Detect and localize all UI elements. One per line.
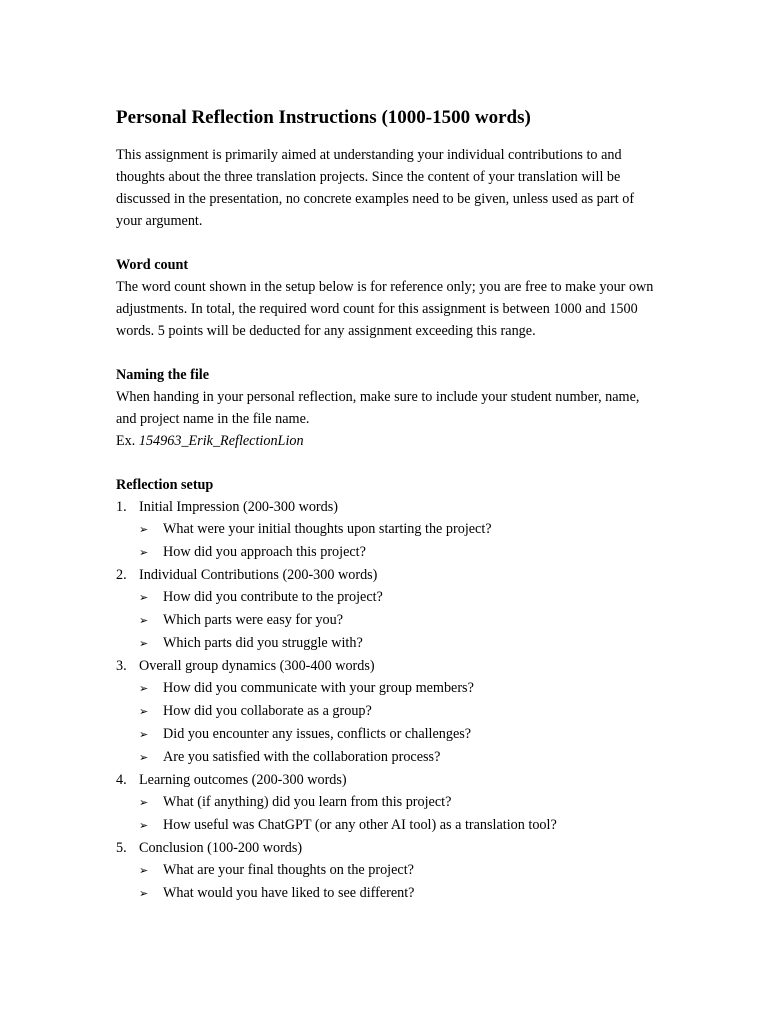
setup-item-label: Overall group dynamics (300-400 words) bbox=[139, 658, 375, 674]
setup-item-number: 1. bbox=[116, 499, 127, 515]
question-text: Which parts did you struggle with? bbox=[163, 635, 363, 651]
question-item bbox=[139, 632, 656, 655]
intro-paragraph: This assignment is primarily aimed at understanding your individual contributions to and thoughts about the three translation projects. Since the content of your translation will be discussed in the presentation, no concrete examples need to be given, unless used as part of your argument. bbox=[116, 147, 635, 229]
question-text: How did you approach this project? bbox=[163, 544, 366, 560]
arrow-bullet-icon: ➢ bbox=[139, 682, 149, 695]
question-text: What would you have liked to see different? bbox=[163, 885, 415, 901]
question-item bbox=[139, 677, 656, 700]
arrow-bullet-icon: ➢ bbox=[139, 614, 149, 627]
question-list bbox=[116, 859, 656, 905]
question-item bbox=[139, 586, 656, 609]
setup-item-label: Initial Impression (200-300 words) bbox=[139, 499, 338, 515]
question-text: What (if anything) did you learn from this project? bbox=[163, 794, 452, 810]
setup-item-number: 3. bbox=[116, 658, 127, 674]
question-item bbox=[139, 723, 656, 746]
arrow-bullet-icon: ➢ bbox=[139, 796, 149, 809]
question-text: Did you encounter any issues, conflicts or challenges? bbox=[163, 726, 472, 742]
setup-section bbox=[116, 474, 656, 905]
question-item bbox=[139, 541, 656, 564]
setup-list bbox=[116, 496, 656, 905]
arrow-bullet-icon: ➢ bbox=[139, 864, 149, 877]
question-list bbox=[116, 791, 656, 837]
setup-item bbox=[116, 496, 656, 564]
arrow-bullet-icon: ➢ bbox=[139, 751, 149, 764]
setup-item-number: 2. bbox=[116, 567, 127, 583]
word-count-heading: Word count bbox=[116, 257, 189, 273]
question-item bbox=[139, 746, 656, 769]
arrow-bullet-icon: ➢ bbox=[139, 887, 149, 900]
setup-heading: Reflection setup bbox=[116, 477, 214, 493]
question-text: How did you collaborate as a group? bbox=[163, 703, 372, 719]
setup-item bbox=[116, 655, 656, 769]
setup-item bbox=[116, 837, 656, 905]
question-item bbox=[139, 700, 656, 723]
word-count-body: The word count shown in the setup below is for reference only; you are free to make your own adjustments. In total, the required word count for this assignment is between 1000 and 1500 words. 5 points will be deducted for any assignment exceeding this range. bbox=[116, 279, 654, 339]
question-list bbox=[116, 677, 656, 769]
setup-item-label: Learning outcomes (200-300 words) bbox=[139, 772, 347, 788]
question-list bbox=[116, 586, 656, 655]
setup-item bbox=[116, 564, 656, 655]
setup-item-number: 4. bbox=[116, 772, 127, 788]
naming-body: When handing in your personal reflection, make sure to include your student number, name, and project name in the file name. bbox=[116, 389, 640, 427]
arrow-bullet-icon: ➢ bbox=[139, 705, 149, 718]
setup-item-label: Conclusion (100-200 words) bbox=[139, 840, 303, 856]
question-text: What are your final thoughts on the project? bbox=[163, 862, 414, 878]
arrow-bullet-icon: ➢ bbox=[139, 591, 149, 604]
question-item bbox=[139, 791, 656, 814]
arrow-bullet-icon: ➢ bbox=[139, 637, 149, 650]
setup-item-number: 5. bbox=[116, 840, 127, 856]
page-title: Personal Reflection Instructions (1000-1500 words) bbox=[116, 107, 531, 128]
question-text: Are you satisfied with the collaboration process? bbox=[163, 749, 441, 765]
question-text: What were your initial thoughts upon starting the project? bbox=[163, 521, 492, 537]
setup-item bbox=[116, 769, 656, 837]
question-list bbox=[116, 518, 656, 564]
naming-example bbox=[116, 430, 656, 452]
arrow-bullet-icon: ➢ bbox=[139, 523, 149, 536]
question-text: How useful was ChatGPT (or any other AI tool) as a translation tool? bbox=[163, 817, 557, 833]
example-prefix: Ex. bbox=[116, 433, 136, 449]
question-text: How did you communicate with your group members? bbox=[163, 680, 474, 696]
question-item bbox=[139, 518, 656, 541]
example-filename: 154963_Erik_ReflectionLion bbox=[138, 433, 304, 449]
naming-section bbox=[116, 364, 656, 452]
word-count-section bbox=[116, 254, 656, 342]
question-item bbox=[139, 859, 656, 882]
arrow-bullet-icon: ➢ bbox=[139, 728, 149, 741]
question-text: How did you contribute to the project? bbox=[163, 589, 383, 605]
question-item bbox=[139, 814, 656, 837]
document-page bbox=[116, 104, 656, 905]
arrow-bullet-icon: ➢ bbox=[139, 546, 149, 559]
question-item bbox=[139, 882, 656, 905]
question-item bbox=[139, 609, 656, 632]
arrow-bullet-icon: ➢ bbox=[139, 819, 149, 832]
naming-heading: Naming the file bbox=[116, 367, 209, 383]
question-text: Which parts were easy for you? bbox=[163, 612, 344, 628]
setup-item-label: Individual Contributions (200-300 words) bbox=[139, 567, 378, 583]
